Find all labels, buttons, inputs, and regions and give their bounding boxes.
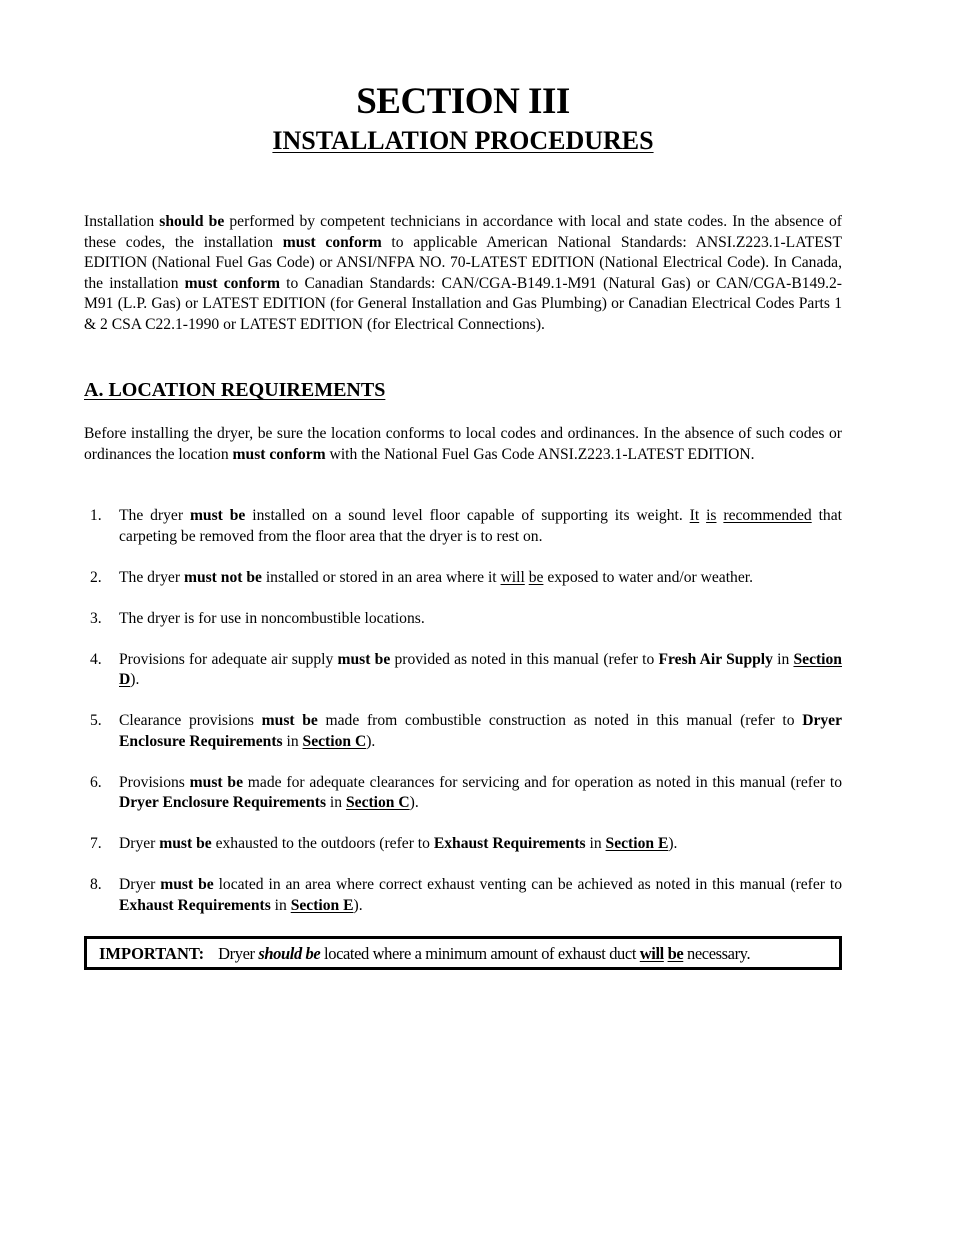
bold-italic-run: should be <box>258 944 321 963</box>
text-run: The dryer is for use in noncombustible locations. <box>119 609 425 627</box>
bold-run: must be <box>337 650 391 668</box>
bold-run: must be <box>189 773 243 791</box>
important-notice-box <box>84 936 842 970</box>
item-number: 3. <box>90 609 102 627</box>
section-reference: Section E <box>605 835 669 853</box>
text-run: that carpeting be removed from the floor area that the dryer is to rest on. <box>119 507 842 545</box>
bold-run: must be <box>261 712 318 730</box>
text-run: exposed to water and/or weather. <box>543 568 753 586</box>
text-run: necessary. <box>683 944 751 963</box>
text-run: located in an area where correct exhaust venting can be achieved as noted in this manual (refer to <box>213 876 843 894</box>
item-number: 4. <box>90 650 102 668</box>
bold-run: Dryer Enclosure Requirements <box>119 712 843 750</box>
text-run: installed or stored in an area where it <box>261 568 501 586</box>
text-run: made for adequate clearances for servicing and for operation as noted in this manual (refer to <box>243 773 843 791</box>
text-run: installed on a sound level floor capable of supporting its weight. <box>245 507 690 524</box>
underlined-run: It <box>689 507 700 524</box>
underlined-run: is <box>706 507 717 524</box>
bold-run: must conform <box>282 233 382 251</box>
bold-run: must conform <box>232 445 326 463</box>
bold-run: should be <box>159 213 225 230</box>
text-run: The dryer <box>119 507 190 524</box>
list-item <box>84 506 842 547</box>
list-item <box>84 650 842 691</box>
text-run: provided as noted in this manual (refer to <box>390 650 659 668</box>
important-notice-text <box>99 940 750 968</box>
important-label: IMPORTANT: <box>99 944 205 963</box>
text-run: Provisions for adequate air supply <box>119 650 338 668</box>
text-run: made from combustible construction as noted in this manual (refer to <box>317 712 803 730</box>
text-run: Before installing the dryer, be sure the location conforms to local codes and ordinances. In the absence of such codes or ordinances the location <box>84 425 842 463</box>
text-run: Dryer <box>119 876 161 894</box>
bold-run: Exhaust Requirements <box>119 896 271 914</box>
bold-run: Dryer Enclosure Requirements <box>119 794 327 812</box>
item-number: 6. <box>90 773 102 791</box>
text-run: with the National Fuel Gas Code ANSI.Z223.1-LATEST EDITION. <box>325 445 755 463</box>
text-run: Provisions <box>119 773 190 791</box>
location-requirements-heading: A. LOCATION REQUIREMENTS <box>84 379 386 401</box>
text-run: in <box>585 835 606 853</box>
list-item <box>84 609 842 630</box>
bold-run: must not be <box>183 568 262 586</box>
section-reference: Section D <box>119 650 842 689</box>
intro-paragraph <box>84 212 842 336</box>
requirements-list <box>84 506 842 937</box>
text-run: in <box>270 896 291 914</box>
text-run: ). <box>366 732 376 750</box>
text-run: to applicable American National Standards: ANSI.Z223.1-LATEST EDITION (National Fuel Gas Code) or ANSI/NFPA NO. 70-LATEST EDITION (National Electrical Code). In Canada, the installation <box>84 233 842 292</box>
item-number: 7. <box>90 835 102 853</box>
text-run: Clearance provisions <box>119 712 262 730</box>
list-item <box>84 711 842 752</box>
text-run: Dryer <box>119 835 160 853</box>
location-intro-paragraph <box>84 424 842 465</box>
text-run: in <box>772 650 794 668</box>
text-run: in <box>282 732 303 750</box>
text-run: located where a minimum amount of exhaust duct <box>320 944 640 963</box>
text-run: ). <box>409 794 419 812</box>
item-number: 8. <box>90 876 102 894</box>
bold-run: Fresh Air Supply <box>658 650 773 668</box>
section-title: SECTION III <box>356 81 570 122</box>
text-run: in <box>326 794 346 812</box>
list-item <box>84 568 842 589</box>
list-item <box>84 773 842 814</box>
list-item <box>84 875 842 916</box>
bold-run: must be <box>189 507 246 524</box>
underlined-run: be <box>528 568 544 586</box>
text-run: to Canadian Standards: CAN/CGA-B149.1-M91 (Natural Gas) or CAN/CGA-B149.2-M91 (L.P. Gas) or LATEST EDITION (for General Installation and Gas Plumbing) or Canadian Electrical Codes Parts 1 & 2 CSA C22.1-1990 or LATEST EDITION (for Electrical Connections). <box>84 274 843 333</box>
bold-underlined-run: be <box>667 944 684 963</box>
item-number: 2. <box>90 568 102 586</box>
bold-run: Exhaust Requirements <box>433 835 586 853</box>
text-run: Dryer <box>218 944 259 963</box>
section-reference: Section C <box>345 794 410 812</box>
bold-underlined-run: will <box>639 944 664 963</box>
item-number: 1. <box>90 507 102 524</box>
text-run: performed by competent technicians in accordance with local and state codes. In the absence of these codes, the installation <box>84 213 842 251</box>
section-reference: Section E <box>290 896 354 914</box>
list-item <box>84 834 842 855</box>
text-run: ). <box>130 671 140 689</box>
underlined-run: recommended <box>723 507 812 524</box>
text-run: exhausted to the outdoors (refer to <box>211 835 434 853</box>
text-run: ). <box>353 896 363 914</box>
underlined-run: will <box>500 568 525 586</box>
important-message <box>218 944 750 963</box>
bold-run: must be <box>159 835 212 853</box>
text-run: Installation <box>84 213 160 230</box>
text-run: The dryer <box>119 568 184 586</box>
text-run: ). <box>668 835 678 853</box>
item-number: 5. <box>90 712 102 730</box>
section-subtitle: INSTALLATION PROCEDURES <box>272 126 654 155</box>
bold-run: must be <box>160 876 214 894</box>
bold-run: must conform <box>184 274 281 292</box>
section-reference: Section C <box>302 732 367 750</box>
